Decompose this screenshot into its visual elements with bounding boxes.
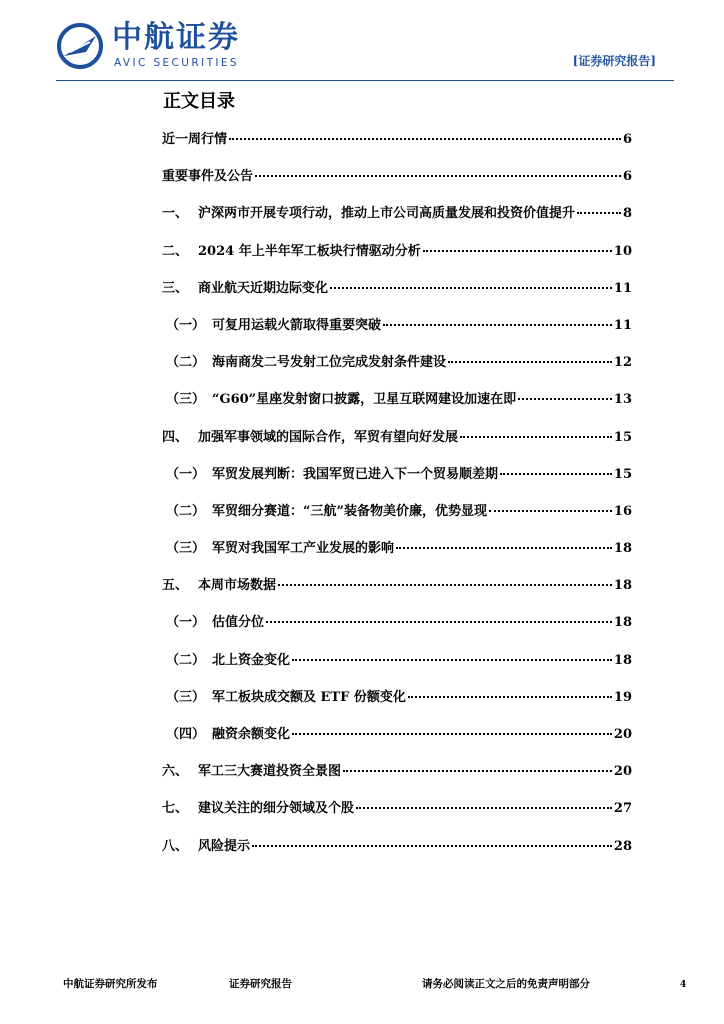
toc-entry[interactable] xyxy=(162,611,632,648)
toc-entry-page: 10 xyxy=(613,243,632,259)
brand-name-cn: 中航证券 xyxy=(112,20,240,55)
page-footer xyxy=(0,968,724,998)
toc-entry[interactable] xyxy=(162,240,632,277)
toc-entry-number: （一） xyxy=(166,615,206,631)
toc-dot-leader xyxy=(518,398,612,400)
toc-entry[interactable] xyxy=(162,686,632,723)
toc-entry-title: 加强军事领域的国际合作，军贸有望向好发展 xyxy=(198,429,459,445)
toc-entry-number: 二、 xyxy=(162,243,189,259)
toc-entry-title: 2024 年上半年军工板块行情驱动分析 xyxy=(198,243,421,259)
toc-dot-leader xyxy=(408,696,612,698)
toc-dot-leader xyxy=(292,733,612,735)
toc-entry-title: 军工板块成交额及 ETF 份额变化 xyxy=(212,689,406,705)
toc-entry-title: 军贸发展判断：我国军贸已进入下一个贸易顺差期 xyxy=(212,466,499,482)
toc-entry-page: 28 xyxy=(613,838,632,854)
toc-entry[interactable] xyxy=(162,351,632,388)
toc-entry-page: 18 xyxy=(613,578,632,594)
toc-entry-number: （三） xyxy=(166,689,206,705)
toc-entry-title: 风险提示 xyxy=(198,838,251,854)
toc-entry-number: （一） xyxy=(166,317,206,333)
toc-title: 正文目录 xyxy=(163,91,235,112)
toc-entry-number: （三） xyxy=(166,541,206,557)
toc-dot-leader xyxy=(266,621,612,623)
toc-dot-leader xyxy=(423,250,612,252)
toc-entry-number: 七、 xyxy=(162,801,189,817)
toc-entry-page: 15 xyxy=(613,466,632,482)
toc-entry-number: （四） xyxy=(166,727,206,742)
toc-entry-number: 四、 xyxy=(162,429,189,445)
toc-dot-leader xyxy=(252,845,612,847)
header-divider xyxy=(56,80,674,81)
toc-entry-page: 20 xyxy=(613,727,632,742)
toc-entry-title: 重要事件及公告 xyxy=(162,169,254,185)
footer-disclaimer: 请务必阅读正文之后的免责声明部分 xyxy=(422,978,590,990)
page-number: 4 xyxy=(680,980,687,990)
toc-entry-page: 6 xyxy=(622,132,632,147)
footer-report-type: 证券研究报告 xyxy=(229,978,292,990)
toc-dot-leader xyxy=(489,510,612,512)
toc-entry-title: 军贸对我国军工产业发展的影响 xyxy=(212,541,395,557)
toc-dot-leader xyxy=(229,138,621,140)
toc-entry-title: 海南商发二号发射工位完成发射条件建设 xyxy=(212,355,447,371)
toc-entry-number: （一） xyxy=(166,466,206,482)
toc-entry[interactable] xyxy=(162,574,632,611)
toc-entry-number: 八、 xyxy=(162,838,189,854)
toc-entry[interactable] xyxy=(162,760,632,797)
toc-entry[interactable] xyxy=(162,537,632,574)
toc-entry-page: 20 xyxy=(613,764,632,780)
toc-entry-page: 18 xyxy=(613,541,632,557)
toc-entry[interactable] xyxy=(162,128,632,165)
toc-entry-page: 27 xyxy=(613,801,632,817)
toc-entry-number: 六、 xyxy=(162,764,189,780)
toc-dot-leader xyxy=(383,324,612,326)
toc-entry[interactable] xyxy=(162,165,632,202)
toc-entry-page: 12 xyxy=(613,355,632,371)
toc-entry[interactable] xyxy=(162,835,632,872)
toc-entry-title: 可复用运载火箭取得重要突破 xyxy=(212,317,382,333)
toc-entry[interactable] xyxy=(162,797,632,834)
toc-entry[interactable] xyxy=(162,202,632,239)
toc-entry-title: 军贸细分赛道：“三航”装备物美价廉，优势显现 xyxy=(212,503,487,519)
toc-entry-page: 15 xyxy=(613,429,632,445)
avic-logo-icon xyxy=(56,22,104,70)
toc-dot-leader xyxy=(255,175,621,177)
toc-dot-leader xyxy=(396,547,612,549)
toc-entry-title: 北上资金变化 xyxy=(212,652,291,668)
toc-dot-leader xyxy=(460,436,612,438)
toc-dot-leader xyxy=(330,287,612,289)
toc-entry-title: 融资余额变化 xyxy=(212,727,291,742)
toc-entry[interactable] xyxy=(162,426,632,463)
table-of-contents xyxy=(162,128,632,872)
toc-entry[interactable] xyxy=(162,388,632,425)
toc-entry-page: 16 xyxy=(613,503,632,519)
toc-entry-page: 6 xyxy=(622,169,632,185)
toc-entry-title: 估值分位 xyxy=(212,615,265,631)
toc-entry[interactable] xyxy=(162,314,632,351)
toc-entry-title: 近一周行情 xyxy=(162,132,228,147)
toc-entry[interactable] xyxy=(162,463,632,500)
page-header xyxy=(0,0,724,82)
toc-entry-number: 一、 xyxy=(162,206,189,222)
toc-dot-leader xyxy=(343,770,612,772)
toc-entry-page: 19 xyxy=(613,689,632,705)
toc-entry-number: （二） xyxy=(166,355,206,371)
report-type-tag: [证券研究报告] xyxy=(572,54,656,68)
toc-dot-leader xyxy=(292,659,612,661)
toc-entry-number: （二） xyxy=(166,652,206,668)
footer-publisher: 中航证券研究所发布 xyxy=(63,978,158,990)
toc-entry-title: 军工三大赛道投资全景图 xyxy=(198,764,342,780)
brand-name-en: AVIC SECURITIES xyxy=(114,57,239,69)
toc-dot-leader xyxy=(500,473,612,475)
toc-entry-page: 18 xyxy=(613,652,632,668)
toc-entry-page: 11 xyxy=(613,317,632,333)
toc-entry-title: 商业航天近期边际变化 xyxy=(198,280,329,296)
toc-entry-title: “G60”星座发射窗口披露，卫星互联网建设加速在即 xyxy=(212,392,517,408)
toc-dot-leader xyxy=(278,584,612,586)
toc-entry-page: 13 xyxy=(613,392,632,408)
toc-entry[interactable] xyxy=(162,500,632,537)
toc-dot-leader xyxy=(356,807,612,809)
toc-entry-title: 本周市场数据 xyxy=(198,578,277,594)
toc-entry-page: 18 xyxy=(613,615,632,631)
toc-entry[interactable] xyxy=(162,277,632,314)
toc-entry-number: 三、 xyxy=(162,280,189,296)
toc-entry-number: 五、 xyxy=(162,578,189,594)
toc-entry[interactable] xyxy=(162,649,632,686)
toc-entry-page: 11 xyxy=(613,280,632,296)
toc-entry-number: （三） xyxy=(166,392,206,408)
toc-dot-leader xyxy=(448,361,612,363)
toc-entry[interactable] xyxy=(162,723,632,760)
toc-entry-title: 沪深两市开展专项行动，推动上市公司高质量发展和投资价值提升 xyxy=(198,206,576,222)
toc-entry-title: 建议关注的细分领域及个股 xyxy=(198,801,355,817)
toc-entry-number: （二） xyxy=(166,503,206,519)
toc-dot-leader xyxy=(577,212,621,214)
toc-entry-page: 8 xyxy=(622,206,632,222)
